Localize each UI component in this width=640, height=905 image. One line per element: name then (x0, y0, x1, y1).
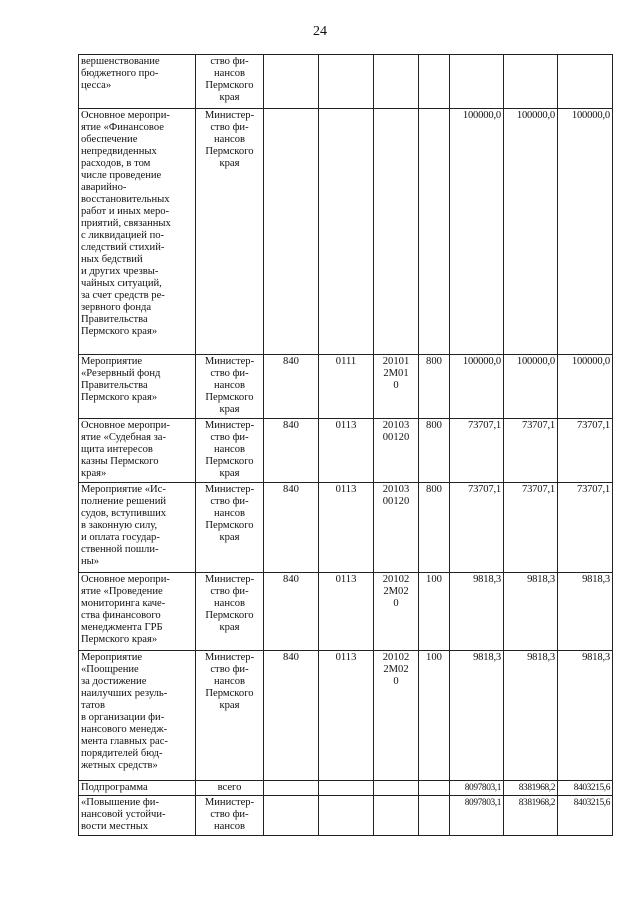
cell-grbs (264, 796, 319, 836)
cell-year1: 73707,1 (450, 419, 504, 483)
cell-vr: 100 (419, 651, 450, 781)
cell-grbs (264, 109, 319, 355)
cell-rzpr: 0113 (319, 573, 374, 651)
cell-executor: Министер- ство фи- нансов Пермского края (196, 483, 264, 573)
cell-executor: Министер- ство фи- нансов Пермского края (196, 419, 264, 483)
cell-executor: Министер- ство фи- нансов Пермского края (196, 573, 264, 651)
cell-name: Мероприятие «Резервный фонд Правительства Пермского края» (79, 355, 196, 419)
cell-year2: 8381968,2 (504, 796, 558, 836)
cell-name: Основное меропри- ятие «Финансовое обеспечение непредвиденных расходов, в том числе проведение аварийно- восстановительных работ и иных меро- приятий, связанных с ликвидацией по- следствий стихий- ных бедствий и других чрезвы- чайных ситуаций, за счет средств ре- зервного фонда Правительства Пермского края» (79, 109, 196, 355)
cell-year3: 100000,0 (558, 355, 613, 419)
budget-table (78, 54, 613, 836)
cell-executor: Министер- ство фи- нансов Пермского края (196, 109, 264, 355)
cell-csr (374, 109, 419, 355)
cell-vr: 100 (419, 573, 450, 651)
cell-year3: 9818,3 (558, 573, 613, 651)
cell-name: «Повышение фи- нансовой устойчи- вости местных (79, 796, 196, 836)
cell-year2 (504, 55, 558, 109)
cell-vr (419, 109, 450, 355)
cell-vr: 800 (419, 355, 450, 419)
cell-rzpr (319, 781, 374, 796)
cell-year2: 9818,3 (504, 573, 558, 651)
cell-name: вершенствование бюджетного про- цесса» (79, 55, 196, 109)
cell-year2: 8381968,2 (504, 781, 558, 796)
table-row (79, 55, 613, 109)
cell-year1: 9818,3 (450, 651, 504, 781)
cell-name: Основное меропри- ятие «Проведение мониторинга каче- ства финансового менеджмента ГРБ Пермского края» (79, 573, 196, 651)
table-row (79, 355, 613, 419)
cell-name: Мероприятие «Поощрение за достижение наилучших резуль- татов в организации фи- нансового менедж- мента главных рас- порядителей бюд- жетных средств» (79, 651, 196, 781)
cell-executor: Министер- ство фи- нансов Пермского края (196, 651, 264, 781)
cell-rzpr: 0111 (319, 355, 374, 419)
cell-year1: 100000,0 (450, 355, 504, 419)
cell-grbs: 840 (264, 651, 319, 781)
cell-executor: Министер- ство фи- нансов (196, 796, 264, 836)
cell-rzpr: 0113 (319, 483, 374, 573)
cell-name: Подпрограмма (79, 781, 196, 796)
cell-csr (374, 55, 419, 109)
cell-executor: ство фи- нансов Пермского края (196, 55, 264, 109)
cell-executor: всего (196, 781, 264, 796)
table-row (79, 483, 613, 573)
cell-csr: 20103 00120 (374, 483, 419, 573)
table-row (79, 419, 613, 483)
cell-year3: 100000,0 (558, 109, 613, 355)
cell-vr (419, 781, 450, 796)
table-row (79, 109, 613, 355)
cell-vr (419, 796, 450, 836)
cell-csr: 20102 2М02 0 (374, 651, 419, 781)
cell-grbs: 840 (264, 573, 319, 651)
table-row (79, 573, 613, 651)
cell-rzpr: 0113 (319, 419, 374, 483)
cell-csr (374, 796, 419, 836)
cell-year1: 9818,3 (450, 573, 504, 651)
cell-year2: 73707,1 (504, 483, 558, 573)
cell-year3: 73707,1 (558, 419, 613, 483)
cell-grbs (264, 781, 319, 796)
cell-year1: 100000,0 (450, 109, 504, 355)
cell-year1 (450, 55, 504, 109)
cell-year3 (558, 55, 613, 109)
cell-rzpr (319, 55, 374, 109)
cell-csr: 20103 00120 (374, 419, 419, 483)
page-number: 24 (313, 24, 327, 39)
cell-year2: 73707,1 (504, 419, 558, 483)
cell-year3: 8403215,6 (558, 781, 613, 796)
cell-grbs: 840 (264, 483, 319, 573)
table-row (79, 651, 613, 781)
cell-executor: Министер- ство фи- нансов Пермского края (196, 355, 264, 419)
cell-rzpr (319, 109, 374, 355)
cell-name: Мероприятие «Ис- полнение решений судов, вступивших в законную силу, и оплата государ- ственной пошли- ны» (79, 483, 196, 573)
cell-grbs: 840 (264, 419, 319, 483)
cell-csr (374, 781, 419, 796)
cell-name: Основное меропри- ятие «Судебная за- щита интересов казны Пермского края» (79, 419, 196, 483)
cell-year3: 9818,3 (558, 651, 613, 781)
cell-year1: 73707,1 (450, 483, 504, 573)
cell-year1: 8097803,1 (450, 781, 504, 796)
cell-vr: 800 (419, 483, 450, 573)
cell-year2: 9818,3 (504, 651, 558, 781)
cell-year2: 100000,0 (504, 355, 558, 419)
cell-csr: 20102 2М02 0 (374, 573, 419, 651)
cell-csr: 20101 2М01 0 (374, 355, 419, 419)
cell-grbs (264, 55, 319, 109)
cell-year1: 8097803,1 (450, 796, 504, 836)
table-row (79, 781, 613, 796)
cell-year3: 8403215,6 (558, 796, 613, 836)
cell-grbs: 840 (264, 355, 319, 419)
cell-year2: 100000,0 (504, 109, 558, 355)
cell-vr (419, 55, 450, 109)
cell-rzpr (319, 796, 374, 836)
cell-vr: 800 (419, 419, 450, 483)
cell-year3: 73707,1 (558, 483, 613, 573)
table-row (79, 796, 613, 836)
cell-rzpr: 0113 (319, 651, 374, 781)
